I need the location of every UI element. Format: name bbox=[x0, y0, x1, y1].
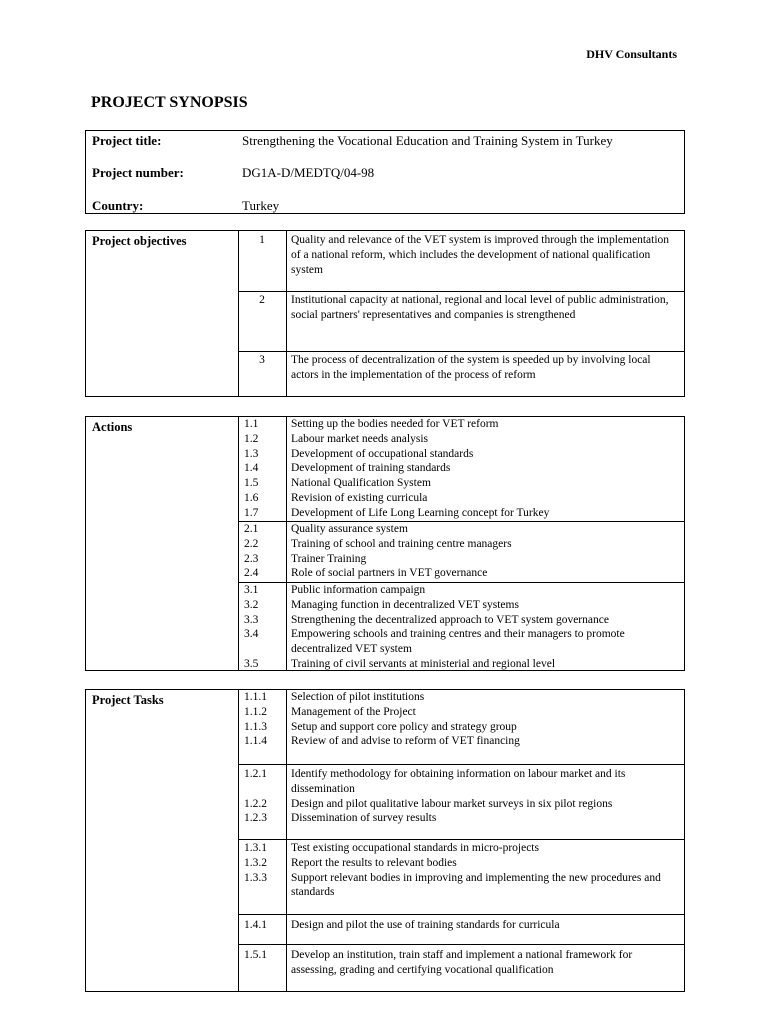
objective-number: 2 bbox=[259, 294, 265, 306]
task-text: Identify methodology for obtaining information on labour market and its dissemination bbox=[291, 768, 626, 795]
project-number-value: DG1A-D/MEDTQ/04-98 bbox=[242, 165, 375, 180]
action-number: 2.1 bbox=[244, 523, 259, 535]
objective-text: Institutional capacity at national, regional and local level of public administration, social partners' representatives and companies is strengthened bbox=[291, 294, 669, 321]
task-text: Selection of pilot institutions bbox=[291, 691, 425, 703]
task-number: 1.4.1 bbox=[244, 919, 267, 931]
action-text: Development of training standards bbox=[291, 462, 451, 475]
task-text: Management of the Project bbox=[291, 705, 416, 718]
task-number: 1.1.3 bbox=[244, 720, 267, 733]
project-title-label: Project title: bbox=[92, 133, 162, 148]
tasks-heading: Project Tasks bbox=[92, 693, 164, 707]
country-value: Turkey bbox=[242, 198, 280, 213]
tasks-group bbox=[238, 764, 684, 826]
task-number: 1.3.1 bbox=[244, 842, 267, 854]
action-number: 3.3 bbox=[244, 613, 259, 626]
action-text: Role of social partners in VET governance bbox=[291, 567, 488, 580]
project-title-value: Strengthening the Vocational Education and Training System in Turkey bbox=[242, 133, 613, 148]
action-text: Labour market needs analysis bbox=[291, 432, 428, 445]
task-text: Setup and support core policy and strategy group bbox=[291, 720, 517, 733]
action-number: 3.4 bbox=[244, 628, 259, 641]
action-number: 3.5 bbox=[244, 657, 259, 670]
actions-table bbox=[85, 416, 685, 671]
task-number: 1.2.3 bbox=[244, 812, 267, 825]
task-text: Test existing occupational standards in micro-projects bbox=[291, 842, 539, 854]
tasks-group bbox=[238, 690, 684, 749]
action-text: Development of occupational standards bbox=[291, 447, 474, 460]
objective-row bbox=[238, 351, 684, 383]
actions-group bbox=[238, 521, 684, 581]
task-number: 1.1.4 bbox=[244, 735, 267, 748]
page-title: PROJECT SYNOPSIS bbox=[91, 94, 248, 111]
task-text: Review of and advise to reform of VET financing bbox=[291, 735, 520, 748]
action-text: Managing function in decentralized VET systems bbox=[291, 598, 519, 611]
task-number: 1.1.2 bbox=[244, 705, 267, 718]
task-number: 1.3.3 bbox=[244, 871, 267, 884]
actions-group bbox=[238, 582, 684, 672]
action-number: 1.2 bbox=[244, 432, 259, 445]
action-number: 1.1 bbox=[244, 418, 259, 430]
task-text: Design and pilot the use of training standards for curricula bbox=[291, 919, 560, 931]
action-text: Development of Life Long Learning concept for Turkey bbox=[291, 506, 550, 519]
actions-heading: Actions bbox=[92, 420, 133, 434]
tasks-table bbox=[85, 689, 685, 992]
country-label: Country: bbox=[92, 198, 144, 213]
action-number: 1.5 bbox=[244, 477, 259, 490]
objective-number: 1 bbox=[259, 234, 265, 246]
tasks-group bbox=[238, 914, 684, 933]
action-number: 1.3 bbox=[244, 447, 259, 460]
action-text: Revision of existing curricula bbox=[291, 491, 428, 504]
task-text: Develop an institution, train staff and implement a national framework for assessing, grading and certifying vocational qualification bbox=[291, 949, 633, 976]
objectives-table bbox=[85, 230, 685, 397]
actions-group bbox=[238, 417, 684, 521]
action-number: 2.3 bbox=[244, 552, 259, 565]
objective-text: Quality and relevance of the VET system is improved through the implementation of a national reform, which includes the development of national qualification system bbox=[291, 234, 670, 276]
action-number: 2.2 bbox=[244, 537, 259, 550]
objective-row bbox=[238, 233, 684, 277]
action-number: 3.1 bbox=[244, 584, 259, 596]
task-number: 1.2.2 bbox=[244, 797, 267, 810]
action-number: 2.4 bbox=[244, 567, 259, 580]
tasks-group bbox=[238, 839, 684, 900]
action-text: Empowering schools and training centres and their managers to promote decentralized VET system bbox=[291, 628, 625, 656]
company-name: DHV Consultants bbox=[586, 47, 677, 61]
action-number: 1.6 bbox=[244, 491, 259, 504]
objective-text: The process of decentralization of the system is speeded up by involving local actors in the implementation of the process of reform bbox=[291, 354, 651, 381]
tasks-group bbox=[238, 944, 684, 978]
objective-row bbox=[238, 291, 684, 323]
project-number-label: Project number: bbox=[92, 165, 184, 180]
task-text: Design and pilot qualitative labour market surveys in six pilot regions bbox=[291, 797, 613, 810]
task-number: 1.1.1 bbox=[244, 691, 267, 703]
action-number: 3.2 bbox=[244, 598, 259, 611]
task-text: Report the results to relevant bodies bbox=[291, 856, 457, 869]
action-text: National Qualification System bbox=[291, 477, 431, 490]
task-text: Dissemination of survey results bbox=[291, 812, 437, 825]
action-text: Training of civil servants at ministerial and regional level bbox=[291, 657, 556, 670]
action-text: Public information campaign bbox=[291, 584, 426, 596]
action-text: Training of school and training centre managers bbox=[291, 537, 512, 550]
action-number: 1.7 bbox=[244, 506, 259, 519]
action-text: Strengthening the decentralized approach to VET system governance bbox=[291, 613, 609, 626]
task-number: 1.5.1 bbox=[244, 949, 267, 961]
objectives-heading: Project objectives bbox=[92, 234, 187, 248]
project-info-box bbox=[85, 130, 685, 214]
task-text: Support relevant bodies in improving and implementing the new procedures and standards bbox=[291, 871, 661, 899]
objective-number: 3 bbox=[259, 354, 265, 366]
action-text: Quality assurance system bbox=[291, 523, 408, 535]
task-number: 1.2.1 bbox=[244, 768, 267, 780]
action-number: 1.4 bbox=[244, 462, 259, 475]
action-text: Setting up the bodies needed for VET reform bbox=[291, 418, 499, 430]
task-number: 1.3.2 bbox=[244, 856, 267, 869]
action-text: Trainer Training bbox=[291, 552, 367, 565]
